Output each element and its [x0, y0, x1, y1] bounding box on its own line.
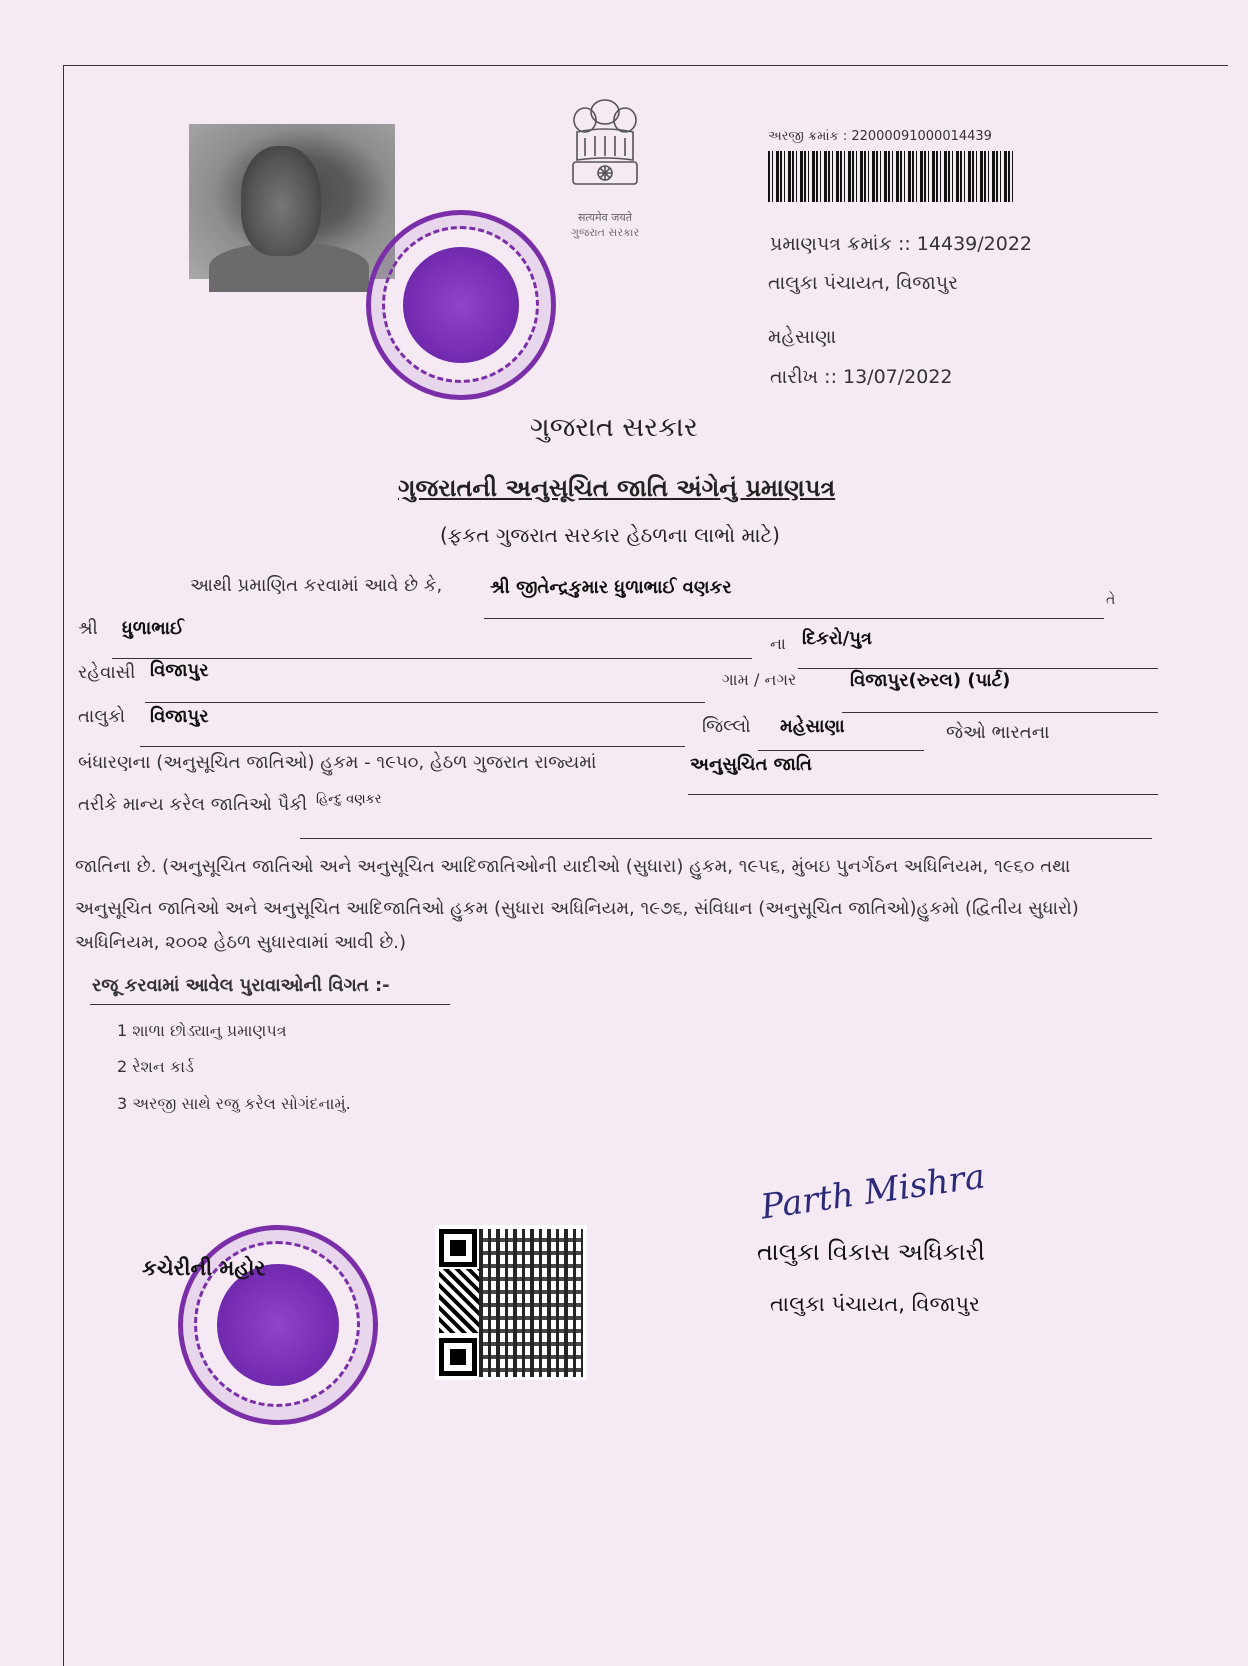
stamp-center	[403, 247, 518, 362]
taluka-label: તાલુકો	[78, 706, 126, 727]
category-underline	[688, 794, 1158, 795]
issue-date: તારીખ :: 13/07/2022	[770, 366, 953, 388]
document-item-2: 2 રેશન કાર્ડ	[117, 1057, 194, 1076]
village-value: વિજાપુર(રુરલ) (પાર્ટ)	[850, 670, 1011, 691]
qr-modules	[439, 1269, 479, 1333]
documents-heading-underline	[90, 1004, 450, 1005]
village-label: ગામ / નગર	[722, 670, 797, 689]
india-label: જેઓ ભારતના	[946, 722, 1050, 743]
father-underline	[112, 658, 752, 659]
village-underline	[842, 712, 1158, 713]
caste-label: તરીકે માન્ય કરેલ જાતિઓ પૈકી	[78, 794, 308, 815]
district-header: મહેસાણા	[768, 326, 837, 348]
district-label: જિલ્લો	[702, 716, 751, 737]
signatory-title: તાલુકા વિકાસ અધિકારી	[757, 1238, 985, 1266]
name-underline	[484, 618, 1104, 619]
taluka-underline	[140, 746, 685, 747]
qr-finder	[439, 1338, 477, 1376]
applicant-name: શ્રી જીતેન્દ્રકુમાર ધુળાભાઈ વણકર	[490, 577, 732, 598]
resident-label: રહેવાસી	[78, 662, 136, 683]
father-name: ધુળાભાઈ	[122, 618, 184, 639]
relation-value: દિકરો/પુત્ર	[802, 628, 872, 649]
application-number: અરજી ક્રમાંક : 22000091000014439	[768, 129, 992, 144]
shri-label: શ્રી	[78, 618, 98, 639]
emblem-caption-hindi: सत्यमेव जयते	[577, 211, 632, 224]
office-stamp-bottom	[178, 1225, 378, 1425]
certificate-title: ગુજરાતની અનુસૂચિત જાતિ અંગેનું પ્રમાણપત્ર	[398, 474, 836, 502]
qr-finder	[439, 1229, 477, 1267]
emblem-caption-gujarati: ગુજરાત સરકાર	[570, 226, 640, 239]
district-underline	[758, 750, 924, 751]
legal-text-line-1: જાતિના છે. (અનુસૂચિત જાતિઓ અને અનુસૂચિત આદિજાતિઓની યાદીઓ (સુધારા) હુકમ, ૧૯૫૬, મુંબઇ પુનર્ગઠન અધિનિયમ, ૧૯૬૦ તથા	[75, 856, 1071, 877]
barcode	[768, 151, 1013, 202]
signatory-office: તાલુકા પંચાયત, વિજાપુર	[770, 1292, 980, 1316]
relation-underline	[798, 668, 1158, 669]
applicant-photo	[189, 124, 395, 279]
qr-code	[435, 1225, 587, 1380]
constitution-label: બંધારણના (અનુસૂચિત જાતિઓ) હુકમ - ૧૯૫૦, હેઠળ ગુજરાત રાજ્યમાં	[78, 752, 597, 773]
stamp-center	[217, 1264, 339, 1386]
certificate-subtitle: (ફકત ગુજરાત સરકાર હેઠળના લાભો માટે)	[440, 523, 780, 547]
document-item-1: 1 શાળા છોડ્યાનુ પ્રમાણપત્ર	[117, 1021, 287, 1040]
legal-text-line-3: અધિનિયમ, ૨૦૦૨ હેઠળ સુધારવામાં આવી છે.)	[75, 932, 406, 953]
certify-label: આથી પ્રમાણિત કરવામાં આવે છે કે,	[190, 575, 443, 596]
category-value: અનુસુચિત જાતિ	[690, 754, 812, 775]
government-title: ગુજરાત સરકાર	[530, 412, 698, 443]
qr-modules	[479, 1229, 583, 1377]
office-stamp-top	[366, 210, 556, 400]
certificate-number: પ્રમાણપત્ર ક્રમાંક :: 14439/2022	[770, 233, 1032, 255]
signature: Parth Mishra	[758, 1156, 988, 1228]
te-label: તે	[1106, 592, 1116, 608]
district-value: મહેસાણા	[780, 716, 845, 737]
caste-value: હિન્દુ વણકર	[316, 792, 382, 807]
taluka-value: વિજાપુર	[150, 706, 209, 727]
office-seal-label: કચેરીની મહોર	[142, 1256, 266, 1280]
issuing-office: તાલુકા પંચાયત, વિજાપુર	[768, 272, 958, 294]
documents-heading: રજૂ કરવામાં આવેલ પુરાવાઓની વિગત :-	[92, 975, 390, 996]
legal-text-line-2: અનુસૂચિત જાતિઓ અને અનુસૂચિત આદિજાતિઓ હુકમ (સુધારા અધિનિયમ, ૧૯૭૬, સંવિધાન (અનુસૂચિત જાતિઓ)હુકમો (દ્વિતીય સુધારો)	[75, 898, 1079, 919]
caste-underline	[300, 838, 1152, 839]
resident-underline	[145, 702, 705, 703]
resident-value: વિજાપુર	[150, 660, 209, 681]
national-emblem-icon	[555, 90, 655, 205]
na-label: ના	[770, 634, 786, 653]
document-item-3: 3 અરજી સાથે રજુ કરેલ સોગંદનામું.	[117, 1094, 351, 1113]
photo-face	[241, 146, 321, 256]
